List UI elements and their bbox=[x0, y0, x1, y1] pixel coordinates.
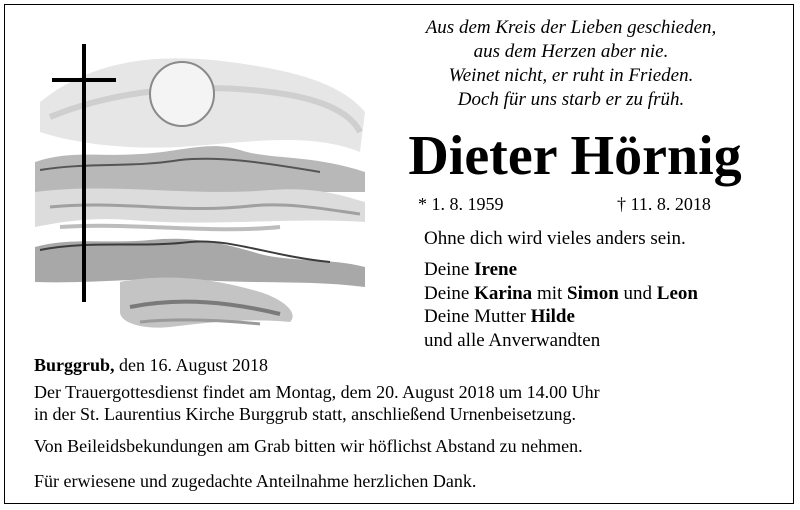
verse-line: Weinet nicht, er ruht in Frieden. bbox=[448, 65, 694, 86]
mourners-list bbox=[424, 258, 698, 352]
mourner-connector: mit bbox=[532, 282, 568, 304]
verse-line: aus dem Herzen aber nie. bbox=[473, 41, 669, 62]
service-line: Der Trauergottesdienst findet am Montag, dem 20. August 2018 um 14.00 Uhr bbox=[34, 382, 600, 402]
mourner-line bbox=[424, 282, 698, 306]
place-town: Burggrub, bbox=[34, 355, 115, 375]
mourner-line bbox=[424, 305, 698, 329]
verse-line: Aus dem Kreis der Lieben geschieden, bbox=[425, 17, 717, 38]
birth-date: * 1. 8. 1959 bbox=[418, 194, 504, 214]
deceased-name: Dieter Hörnig bbox=[408, 125, 742, 187]
thanks-note: Für erwiesene und zugedachte Anteilnahme herzlichen Dank. bbox=[34, 471, 477, 491]
mourner-name: Karina bbox=[474, 282, 533, 304]
mourner-line: und alle Anverwandten bbox=[424, 329, 601, 351]
mourner-name: Irene bbox=[474, 259, 518, 280]
death-date: † 11. 8. 2018 bbox=[617, 194, 711, 214]
mourner-name: Leon bbox=[656, 282, 698, 304]
sun-icon bbox=[150, 62, 214, 126]
place-date-line bbox=[34, 354, 268, 376]
mourner-name: Simon bbox=[567, 282, 619, 304]
mourner-name: Hilde bbox=[530, 306, 575, 327]
verse-line: Doch für uns starb er zu früh. bbox=[457, 89, 685, 110]
mourner-connector: und bbox=[618, 282, 657, 304]
mourner-prefix: Deine bbox=[424, 282, 475, 304]
mourner-line bbox=[424, 258, 698, 282]
cross-horizontal bbox=[52, 78, 116, 82]
service-info bbox=[34, 381, 600, 425]
landscape-cross-illustration bbox=[30, 22, 370, 342]
mourner-prefix: Deine bbox=[424, 259, 475, 280]
place-date: den 16. August 2018 bbox=[114, 355, 269, 375]
mourner-prefix: Deine Mutter bbox=[424, 306, 531, 327]
motto-line: Ohne dich wird vieles anders sein. bbox=[424, 228, 686, 249]
cross-vertical bbox=[82, 44, 86, 302]
condolence-note: Von Beileidsbekundungen am Grab bitten wir höflichst Abstand zu nehmen. bbox=[34, 436, 583, 456]
service-line: in der St. Laurentius Kirche Burggrub statt, anschließend Urnenbeisetzung. bbox=[34, 404, 577, 424]
memorial-verse bbox=[396, 16, 746, 112]
